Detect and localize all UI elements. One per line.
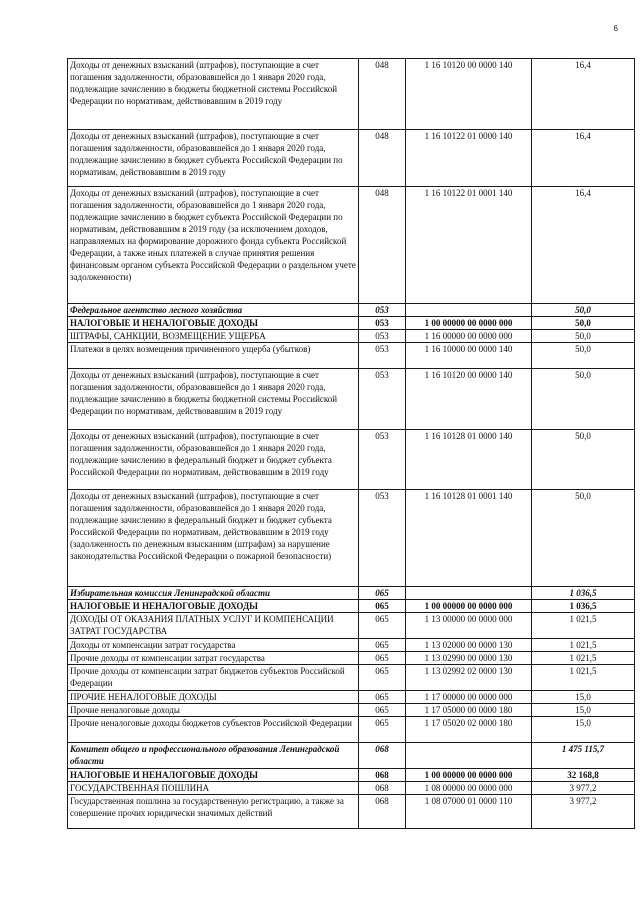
table-row [68, 782, 635, 795]
row-name-cell: Комитет общего и профессионального образования Ленинградской области [68, 743, 359, 769]
table-row [68, 490, 635, 587]
row-admin-code-cell: 065 [359, 665, 406, 691]
table-row [68, 795, 635, 829]
row-name-cell: Доходы от денежных взысканий (штрафов), поступающие в счет погашения задолженности, образовавшейся до 1 января 2020 года, подлежащие зачислению в бюджеты бюджетной системы Российской Федерации по нормативам, действовавшим в 2019 году [68, 369, 359, 430]
row-admin-code-cell: 053 [359, 304, 406, 317]
table-row [68, 704, 635, 717]
table-row [68, 717, 635, 743]
row-admin-code-cell: 053 [359, 369, 406, 430]
row-kbk-code-cell: 1 16 10122 01 0001 140 [406, 187, 532, 304]
row-name-cell: ДОХОДЫ ОТ ОКАЗАНИЯ ПЛАТНЫХ УСЛУГ И КОМПЕНСАЦИИ ЗАТРАТ ГОСУДАРСТВА [68, 613, 359, 639]
row-sum-cell: 50,0 [532, 369, 635, 430]
row-admin-code-cell: 065 [359, 652, 406, 665]
row-kbk-code-cell: 1 17 05000 00 0000 180 [406, 704, 532, 717]
row-admin-code-cell: 053 [359, 330, 406, 343]
page-number: 6 [613, 24, 618, 33]
row-name-cell: Федеральное агентство лесного хозяйства [68, 304, 359, 317]
row-sum-cell: 1 021,5 [532, 652, 635, 665]
row-sum-cell: 3 977,2 [532, 795, 635, 829]
row-sum-cell: 15,0 [532, 717, 635, 743]
row-name-cell: Доходы от денежных взысканий (штрафов), поступающие в счет погашения задолженности, образовавшейся до 1 января 2020 года, подлежащие зачислению в бюджет субъекта Российской Федерации по нормативам, действовавшим в 2019 году (за исключением доходов, направляемых на формирование дорожного фонда субъекта Российской Федерации, а также иных платежей в случае принятия решения финансовым органом субъекта Российской Федерации о раздельном учете задолженности) [68, 187, 359, 304]
row-name-cell: Доходы от денежных взысканий (штрафов), поступающие в счет погашения задолженности, образовавшейся до 1 января 2020 года, подлежащие зачислению в федеральный бюджет и бюджет субъекта Российской Федерации по нормативам, действовавшим в 2019 году (задолженность по денежным взысканиям (штрафам) за нарушение законодательства Российской Федерации о пожарной безопасности) [68, 490, 359, 587]
revenue-table-body [68, 59, 635, 829]
row-kbk-code-cell: 1 13 02990 00 0000 130 [406, 652, 532, 665]
row-kbk-code-cell: 1 13 02000 00 0000 130 [406, 639, 532, 652]
row-sum-cell: 3 977,2 [532, 782, 635, 795]
row-name-cell: Доходы от денежных взысканий (штрафов), поступающие в счет погашения задолженности, образовавшейся до 1 января 2020 года, подлежащие зачислению в бюджеты бюджетной системы Российской Федерации по нормативам, действовавшим в 2019 году [68, 59, 359, 130]
table-row [68, 639, 635, 652]
row-sum-cell: 16,4 [532, 130, 635, 187]
row-sum-cell: 1 021,5 [532, 613, 635, 639]
table-row [68, 130, 635, 187]
row-kbk-code-cell: 1 16 10128 01 0001 140 [406, 490, 532, 587]
row-sum-cell: 1 036,5 [532, 600, 635, 613]
row-kbk-code-cell: 1 17 05020 02 0000 180 [406, 717, 532, 743]
revenue-table [67, 58, 635, 829]
table-row [68, 652, 635, 665]
row-name-cell: НАЛОГОВЫЕ И НЕНАЛОГОВЫЕ ДОХОДЫ [68, 317, 359, 330]
row-kbk-code-cell: 1 16 10120 00 0000 140 [406, 369, 532, 430]
row-name-cell: НАЛОГОВЫЕ И НЕНАЛОГОВЫЕ ДОХОДЫ [68, 600, 359, 613]
table-row [68, 665, 635, 691]
row-admin-code-cell: 068 [359, 795, 406, 829]
row-admin-code-cell: 048 [359, 59, 406, 130]
row-name-cell: Доходы от денежных взысканий (штрафов), поступающие в счет погашения задолженности, образовавшейся до 1 января 2020 года, подлежащие зачислению в бюджет субъекта Российской Федерации по нормативам, действовавшим в 2019 году [68, 130, 359, 187]
row-name-cell: НАЛОГОВЫЕ И НЕНАЛОГОВЫЕ ДОХОДЫ [68, 769, 359, 782]
row-kbk-code-cell: 1 08 00000 00 0000 000 [406, 782, 532, 795]
row-admin-code-cell: 053 [359, 343, 406, 369]
row-sum-cell: 50,0 [532, 304, 635, 317]
table-row [68, 600, 635, 613]
row-admin-code-cell: 048 [359, 130, 406, 187]
row-kbk-code-cell: 1 00 00000 00 0000 000 [406, 317, 532, 330]
row-admin-code-cell: 065 [359, 704, 406, 717]
table-row [68, 769, 635, 782]
row-kbk-code-cell: 1 08 07000 01 0000 110 [406, 795, 532, 829]
row-sum-cell: 50,0 [532, 343, 635, 369]
row-sum-cell: 32 168,8 [532, 769, 635, 782]
row-kbk-code-cell: 1 16 10122 01 0000 140 [406, 130, 532, 187]
row-kbk-code-cell [406, 587, 532, 600]
table-row [68, 317, 635, 330]
row-kbk-code-cell: 1 17 00000 00 0000 000 [406, 691, 532, 704]
row-sum-cell: 15,0 [532, 704, 635, 717]
row-name-cell: Прочие доходы от компенсации затрат бюджетов субъектов Российской Федерации [68, 665, 359, 691]
table-row [68, 587, 635, 600]
row-kbk-code-cell: 1 16 10000 00 0000 140 [406, 343, 532, 369]
row-name-cell: Государственная пошлина за государственную регистрацию, а также за совершение прочих юридически значимых действий [68, 795, 359, 829]
table-row [68, 330, 635, 343]
table-row [68, 187, 635, 304]
row-admin-code-cell: 065 [359, 717, 406, 743]
row-name-cell: Платежи в целях возмещения причиненного ущерба (убытков) [68, 343, 359, 369]
row-name-cell: Прочие неналоговые доходы бюджетов субъектов Российской Федерации [68, 717, 359, 743]
row-admin-code-cell: 053 [359, 317, 406, 330]
row-admin-code-cell: 053 [359, 490, 406, 587]
table-row [68, 369, 635, 430]
row-kbk-code-cell: 1 13 00000 00 0000 000 [406, 613, 532, 639]
row-name-cell: Доходы от денежных взысканий (штрафов), поступающие в счет погашения задолженности, образовавшейся до 1 января 2020 года, подлежащие зачислению в федеральный бюджет и бюджет субъекта Российской Федерации по нормативам, действовавшим в 2019 году [68, 430, 359, 490]
row-kbk-code-cell: 1 16 10120 00 0000 140 [406, 59, 532, 130]
row-name-cell: ШТРАФЫ, САНКЦИИ, ВОЗМЕЩЕНИЕ УЩЕРБА [68, 330, 359, 343]
row-sum-cell: 50,0 [532, 330, 635, 343]
row-kbk-code-cell [406, 304, 532, 317]
row-kbk-code-cell: 1 13 02992 02 0000 130 [406, 665, 532, 691]
row-admin-code-cell: 048 [359, 187, 406, 304]
row-kbk-code-cell [406, 743, 532, 769]
row-kbk-code-cell: 1 16 00000 00 0000 000 [406, 330, 532, 343]
table-row [68, 430, 635, 490]
row-admin-code-cell: 053 [359, 430, 406, 490]
table-row [68, 59, 635, 130]
row-sum-cell: 1 475 115,7 [532, 743, 635, 769]
row-kbk-code-cell: 1 16 10128 01 0000 140 [406, 430, 532, 490]
row-admin-code-cell: 065 [359, 691, 406, 704]
row-admin-code-cell: 068 [359, 743, 406, 769]
row-admin-code-cell: 068 [359, 782, 406, 795]
row-name-cell: Прочие доходы от компенсации затрат государства [68, 652, 359, 665]
row-sum-cell: 1 021,5 [532, 665, 635, 691]
row-name-cell: Доходы от компенсации затрат государства [68, 639, 359, 652]
row-kbk-code-cell: 1 00 00000 00 0000 000 [406, 600, 532, 613]
row-name-cell: ПРОЧИЕ НЕНАЛОГОВЫЕ ДОХОДЫ [68, 691, 359, 704]
table-row [68, 691, 635, 704]
row-sum-cell: 1 021,5 [532, 639, 635, 652]
row-sum-cell: 16,4 [532, 187, 635, 304]
row-name-cell: Избирательная комиссия Ленинградской области [68, 587, 359, 600]
row-sum-cell: 50,0 [532, 317, 635, 330]
table-row [68, 613, 635, 639]
row-sum-cell: 50,0 [532, 430, 635, 490]
table-row [68, 743, 635, 769]
row-sum-cell: 50,0 [532, 490, 635, 587]
row-admin-code-cell: 065 [359, 587, 406, 600]
table-row [68, 343, 635, 369]
row-admin-code-cell: 065 [359, 613, 406, 639]
table-row [68, 304, 635, 317]
row-sum-cell: 16,4 [532, 59, 635, 130]
row-admin-code-cell: 068 [359, 769, 406, 782]
row-sum-cell: 1 036,5 [532, 587, 635, 600]
row-sum-cell: 15,0 [532, 691, 635, 704]
row-kbk-code-cell: 1 00 00000 00 0000 000 [406, 769, 532, 782]
row-name-cell: Прочие неналоговые доходы [68, 704, 359, 717]
row-admin-code-cell: 065 [359, 600, 406, 613]
row-name-cell: ГОСУДАРСТВЕННАЯ ПОШЛИНА [68, 782, 359, 795]
row-admin-code-cell: 065 [359, 639, 406, 652]
